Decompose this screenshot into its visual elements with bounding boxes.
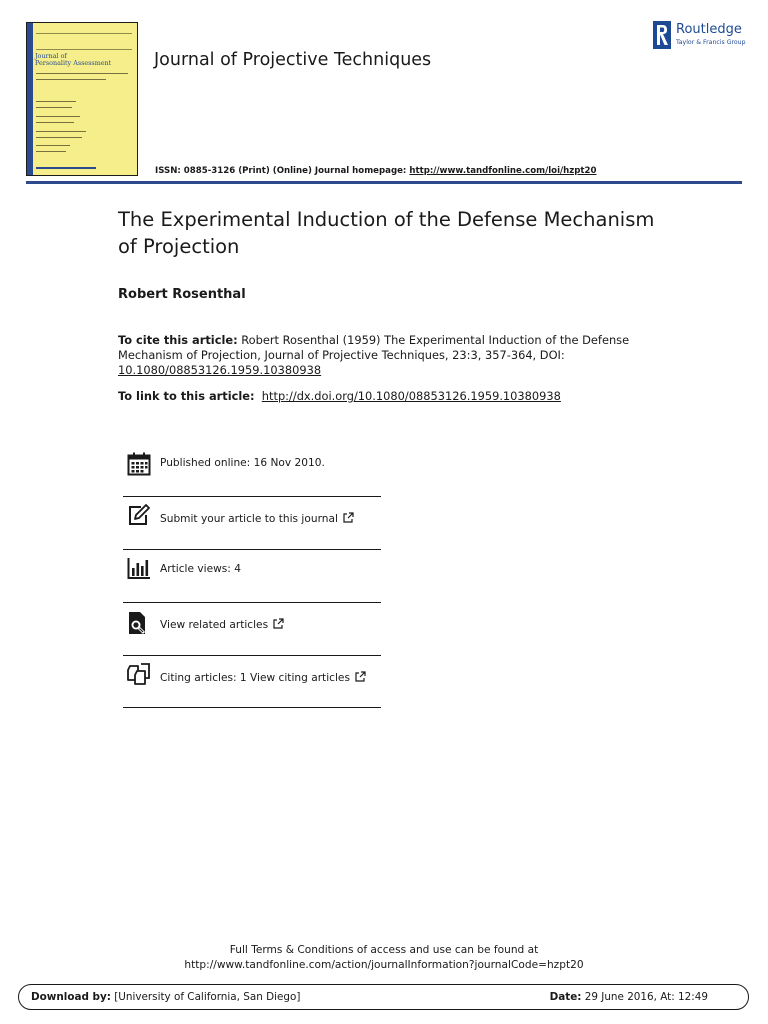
cover-text-line xyxy=(36,131,86,132)
divider xyxy=(123,707,381,708)
cover-spine xyxy=(27,23,33,175)
article-author: Robert Rosenthal xyxy=(118,287,246,302)
external-link-icon xyxy=(343,512,354,523)
terms-notice xyxy=(0,943,768,973)
external-link-icon xyxy=(355,671,366,682)
download-date xyxy=(550,991,708,1003)
copy-documents-icon xyxy=(127,662,151,686)
divider xyxy=(123,602,381,603)
download-info-bar xyxy=(18,984,749,1010)
routledge-logo-icon xyxy=(653,21,671,49)
divider xyxy=(123,549,381,550)
header-divider xyxy=(26,181,742,184)
cover-text-line xyxy=(36,116,80,117)
cover-text-line xyxy=(36,107,72,108)
journal-homepage-link[interactable]: http://www.tandfonline.com/loi/hzpt20 xyxy=(409,166,597,176)
bar-chart-icon xyxy=(127,556,151,580)
cover-text-line xyxy=(36,137,82,138)
cover-rule xyxy=(36,49,132,50)
issn-line xyxy=(155,166,597,176)
article-link-label: To link to this article: xyxy=(118,389,255,403)
divider xyxy=(123,655,381,656)
citing-articles-link[interactable] xyxy=(160,671,366,684)
publisher-name: Routledge xyxy=(676,22,742,37)
cover-text-line xyxy=(36,122,74,123)
issn-text: ISSN: 0885-3126 (Print) (Online) Journal homepage: xyxy=(155,166,407,176)
download-by xyxy=(31,991,300,1003)
published-online-text: Published online: 16 Nov 2010. xyxy=(160,457,325,469)
related-articles-row[interactable] xyxy=(123,606,381,656)
divider xyxy=(123,496,381,497)
download-date-label: Date: xyxy=(549,991,582,1003)
submit-article-link[interactable] xyxy=(160,512,354,525)
cover-text-line xyxy=(36,151,66,152)
terms-url[interactable]: http://www.tandfonline.com/action/journalInformation?journalCode=hzpt20 xyxy=(184,959,584,971)
journal-cover-image xyxy=(26,22,138,176)
cover-title-line: Journal of xyxy=(35,52,67,60)
cover-text-line xyxy=(36,101,76,102)
cover-text-line xyxy=(36,79,106,80)
article-link-line xyxy=(118,389,561,403)
document-search-icon xyxy=(127,611,151,635)
citing-articles-text: Citing articles: 1 View citing articles xyxy=(160,672,350,684)
cover-rule xyxy=(36,33,132,34)
terms-line: Full Terms & Conditions of access and use can be found at xyxy=(229,944,539,956)
external-link-icon xyxy=(273,618,284,629)
cover-text-line xyxy=(36,145,70,146)
article-doi-url[interactable]: http://dx.doi.org/10.1080/08853126.1959.10380938 xyxy=(261,389,561,403)
download-by-value: [University of California, San Diego] xyxy=(114,991,301,1003)
download-date-value: 29 June 2016, At: 12:49 xyxy=(584,991,708,1003)
related-articles-link[interactable] xyxy=(160,618,284,631)
cover-journal-name xyxy=(35,53,135,67)
download-by-label: Download by: xyxy=(31,991,111,1003)
cover-footer-bar xyxy=(36,167,96,169)
citation-doi-link[interactable]: 10.1080/08853126.1959.10380938 xyxy=(118,363,322,377)
article-views-text: Article views: 4 xyxy=(160,563,241,575)
submit-article-text: Submit your article to this journal xyxy=(160,513,338,525)
submit-article-row[interactable] xyxy=(123,500,381,550)
cover-text-line xyxy=(36,73,128,74)
article-views-row xyxy=(123,553,381,603)
article-title: The Experimental Induction of the Defense Mechanism of Projection xyxy=(118,208,655,258)
published-online-row xyxy=(123,447,381,497)
related-articles-text: View related articles xyxy=(160,619,269,631)
citation-block xyxy=(118,333,638,378)
citing-articles-row[interactable] xyxy=(123,659,381,709)
journal-title: Journal of Projective Techniques xyxy=(154,50,432,70)
calendar-icon xyxy=(127,452,151,476)
publisher-subtitle: Taylor & Francis Group xyxy=(676,39,746,46)
citation-text: Robert Rosenthal (1959) The Experimental Induction of the Defense Mechanism of Projection, Journal of Projective Techniques, 23:3, 357-364, DOI: xyxy=(118,333,630,362)
citation-label: To cite this article: xyxy=(118,333,238,347)
edit-pencil-icon xyxy=(127,503,151,527)
cover-title-line: Personality Assessment xyxy=(35,59,112,67)
